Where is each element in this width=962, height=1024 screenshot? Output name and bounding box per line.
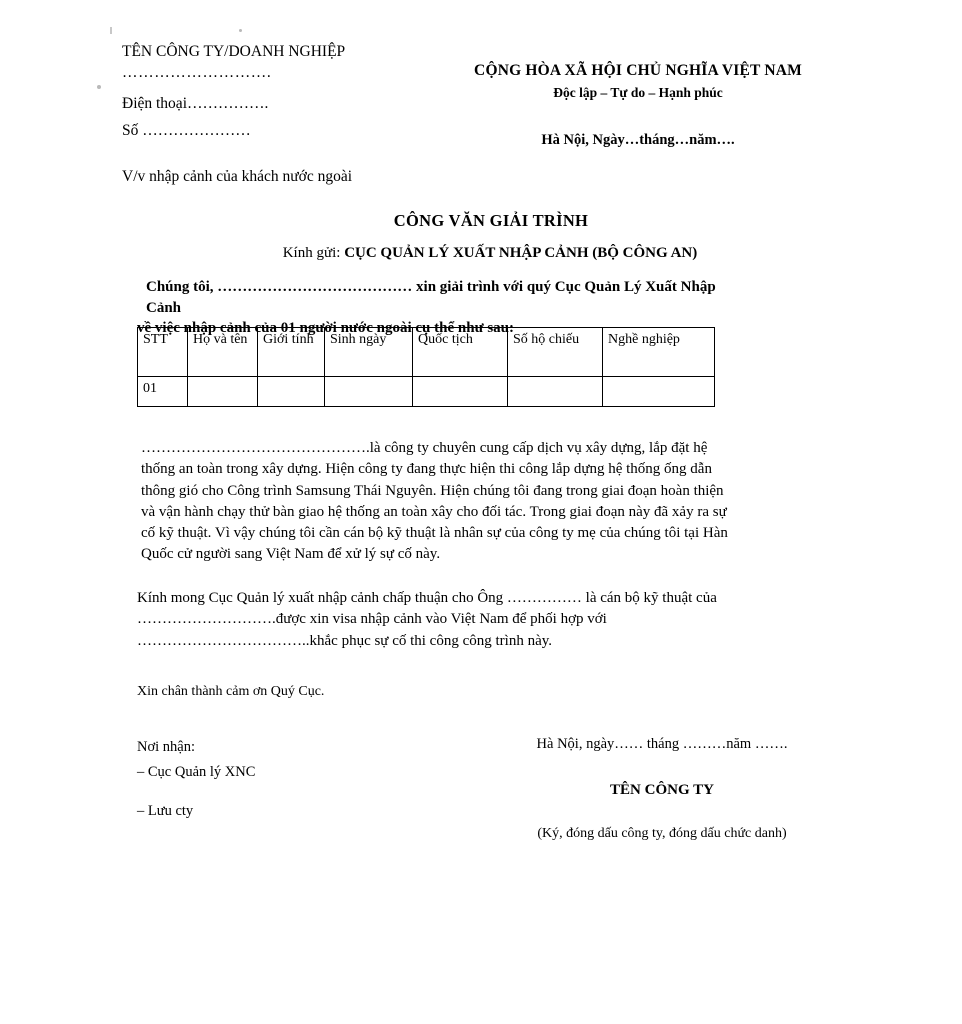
signature-company-name: TÊN CÔNG TY	[610, 782, 714, 798]
recipient-prefix: Kính gửi:	[282, 245, 345, 261]
persons-table-wrapper	[137, 327, 714, 407]
scan-artifact-icon	[97, 85, 101, 89]
body-paragraph-1: ……………………………………….là công ty chuyên cung cấp dịch vụ xây dựng, lắp đặt hệ thống an toàn trong xây dựng. Hiện công ty đang thực hiện thi công lắp dựng hệ thống ống dẫn thông gió cho Công trình Samsung Thái Nguyên. Hiện chúng tôi đang trong giai đoạn hoàn thiện và vận hành chạy thử bàn giao hệ thống an toàn xây cho đối tác. Trong giai đoạn này đã xảy ra sự cố kỹ thuật. Vì vậy chúng tôi cần cán bộ kỹ thuật là nhân sự của công ty mẹ của chúng tôi tại Hàn Quốc cử người sang Việt Nam để xử lý sự cố này.	[141, 440, 728, 563]
column-header-gender: Giới tính	[258, 328, 325, 377]
scan-artifact-icon	[239, 29, 242, 32]
company-name-blank: ……………………….	[122, 64, 272, 82]
cell-fullname	[188, 377, 258, 407]
recipients-label: Nơi nhận:	[137, 739, 196, 755]
header-right-block	[408, 62, 868, 149]
footer-signature-block	[452, 736, 872, 842]
document-number-line: Số …………………	[122, 121, 251, 139]
table-header-row	[138, 328, 715, 377]
recipient-name: CỤC QUẢN LÝ XUẤT NHẬP CẢNH (BỘ CÔNG AN)	[344, 245, 698, 261]
intro-line-2: về việc nhập cảnh của 01 người nước ngoài cụ thể như sau:	[137, 320, 514, 337]
signature-note: (Ký, đóng dấu công ty, đóng dấu chức danh)	[537, 826, 787, 841]
subject-line: V/v nhập cảnh của khách nước ngoài	[122, 168, 353, 185]
place-date-line: Hà Nội, Ngày…tháng…năm….	[541, 132, 735, 148]
column-header-nationality: Quốc tịch	[413, 328, 508, 377]
page-title: CÔNG VĂN GIẢI TRÌNH	[393, 211, 589, 230]
phone-line: Điện thoại…………….	[122, 94, 269, 112]
column-header-passport: Số hộ chiếu	[508, 328, 603, 377]
body-paragraph-2-line-1: Kính mong Cục Quản lý xuất nhập cảnh chấp thuận cho Ông …………… là cán bộ kỹ thuật của	[137, 590, 717, 606]
intro-line-1: Chúng tôi, ………………………………… xin giải trình với quý Cục Quản Lý Xuất Nhập Cảnh	[146, 279, 716, 316]
column-header-occupation: Nghề nghiệp	[603, 328, 715, 377]
column-header-fullname: Họ và tên	[188, 328, 258, 377]
recipient-item-2: – Lưu cty	[137, 803, 194, 820]
recipient-item-1: – Cục Quản lý XNC	[137, 764, 256, 781]
company-name-label: TÊN CÔNG TY/DOANH NGHIỆP	[122, 43, 346, 60]
persons-table	[137, 327, 715, 407]
cell-nationality	[413, 377, 508, 407]
thanks-line: Xin chân thành cảm ơn Quý Cục.	[137, 684, 325, 699]
table-row	[138, 377, 715, 407]
footer-recipients-block	[137, 737, 255, 822]
national-motto: Độc lập – Tự do – Hạnh phúc	[553, 85, 723, 100]
column-header-stt: STT	[138, 328, 188, 377]
cell-birthdate	[325, 377, 413, 407]
cell-occupation	[603, 377, 715, 407]
signature-date-line: Hà Nội, ngày…… tháng ………năm …….	[536, 736, 788, 752]
recipient-line	[0, 245, 962, 262]
national-heading: CỘNG HÒA XÃ HỘI CHỦ NGHĨA VIỆT NAM	[474, 62, 802, 79]
header-left-block	[122, 44, 422, 150]
cell-gender	[258, 377, 325, 407]
cell-stt: 01	[138, 377, 188, 407]
scan-artifact-icon	[110, 27, 112, 34]
cell-passport	[508, 377, 603, 407]
body-paragraph-2-line-2: ……………………….được xin visa nhập cảnh vào Việt Nam để phối hợp với	[137, 611, 607, 628]
body-paragraph-2-line-3: ……………………………..khắc phục sự cố thi công công trình này.	[137, 632, 553, 649]
column-header-birthdate: Sinh ngày	[325, 328, 413, 377]
body-paragraph-2	[137, 588, 737, 652]
